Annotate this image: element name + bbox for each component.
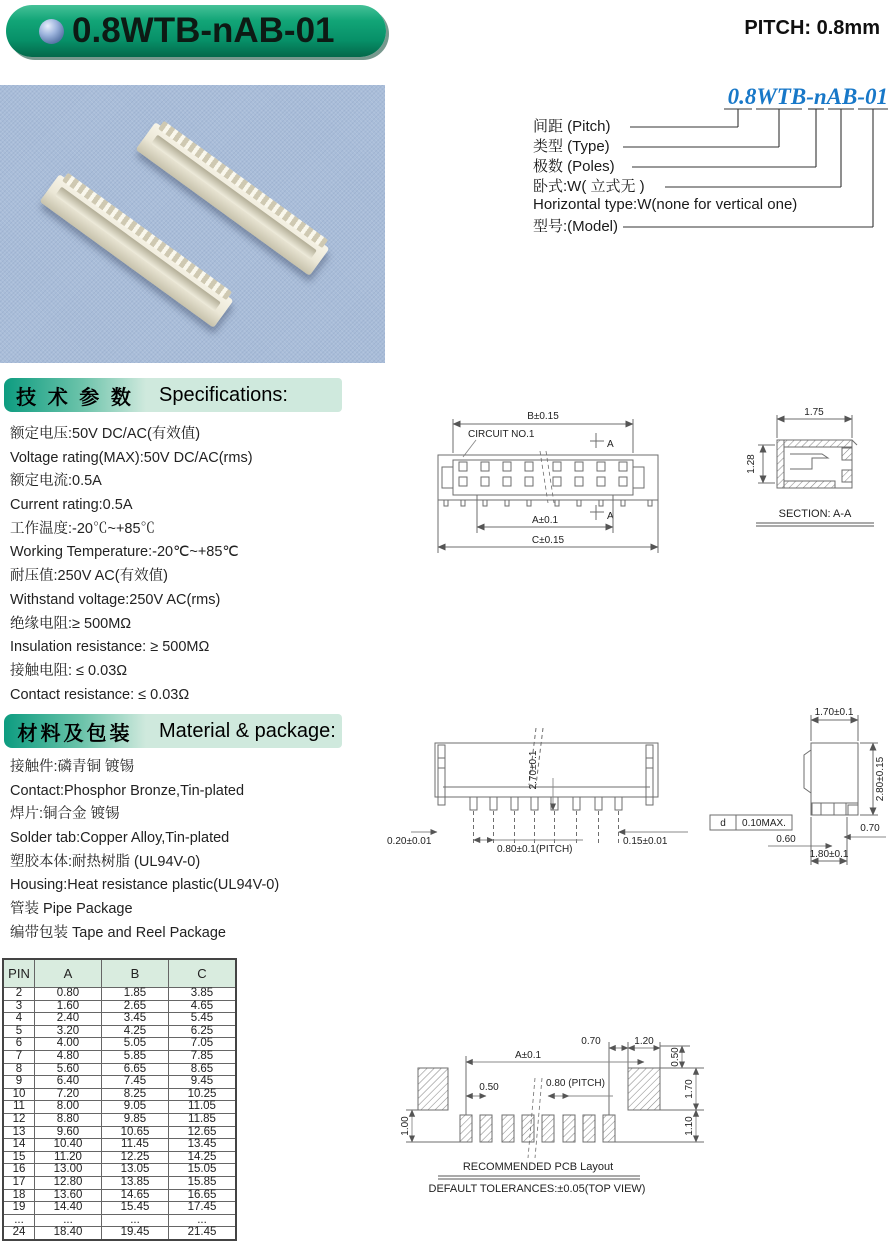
table-row — [3, 1025, 236, 1038]
material-line: 编带包装 Tape and Reel Package — [10, 924, 226, 941]
specs-line: 工作温度:-20℃~+85℃ — [10, 520, 156, 537]
specs-line: 额定电流:0.5A — [10, 473, 102, 490]
dim-label: 1.80±0.1 — [809, 849, 849, 860]
dim-label: 0.60 — [776, 834, 796, 845]
side-view-drawing — [698, 695, 890, 873]
section-mark-top — [590, 433, 604, 448]
table-cell: 4.80 — [35, 1050, 102, 1063]
material-line: 接触件:磷青铜 镀锡 — [10, 759, 135, 775]
pin-dimension-table — [2, 958, 237, 1241]
material-line: Contact:Phosphor Bronze,Tin-plated — [10, 782, 245, 799]
table-cell: 9.05 — [102, 1101, 169, 1114]
table-cell: 1.85 — [102, 988, 169, 1001]
spec-list — [10, 423, 388, 707]
table-cell: 17.45 — [169, 1202, 237, 1215]
table-cell: 3.45 — [102, 1013, 169, 1026]
material-header — [4, 714, 342, 748]
table-cell: 11.45 — [102, 1139, 169, 1152]
top-view-drawing — [418, 393, 718, 565]
table-cell: 9.60 — [35, 1126, 102, 1139]
table-cell: 10.40 — [35, 1139, 102, 1152]
table-cell: 11 — [3, 1101, 35, 1114]
cross-section-body — [777, 440, 857, 488]
dim-label: 1.28 — [746, 454, 757, 474]
table-cell: 13.00 — [35, 1164, 102, 1177]
table-cell: 5.45 — [169, 1013, 237, 1026]
dim-label: 1.75 — [804, 407, 824, 418]
table-cell: 3 — [3, 1000, 35, 1013]
table-cell: 16 — [3, 1164, 35, 1177]
table-cell: 8.80 — [35, 1113, 102, 1126]
table-cell: 5.60 — [35, 1063, 102, 1076]
table-row — [3, 1151, 236, 1164]
part-number-label: Horizontal type:W(none for vertical one) — [533, 196, 798, 213]
table-cell: 0.80 — [35, 988, 102, 1001]
dim-label: 1.20 — [634, 1036, 654, 1047]
table-header-cell: PIN — [3, 959, 35, 988]
table-cell: 4.65 — [169, 1000, 237, 1013]
pcb-caption: RECOMMENDED PCB Layout — [462, 1161, 614, 1173]
pcb-tolerance-note: DEFAULT TOLERANCES:±0.05(TOP VIEW) — [428, 1183, 646, 1195]
table-cell: 1.60 — [35, 1000, 102, 1013]
connector-slot — [151, 135, 317, 260]
table-header-cell: B — [102, 959, 169, 988]
table-cell: 5.05 — [102, 1038, 169, 1051]
part-number-label: 卧式:W( 立式无 ) — [533, 178, 645, 195]
table-cell: 21.45 — [169, 1227, 237, 1240]
pcb-pads — [418, 1068, 660, 1142]
d-key-label: d — [720, 818, 726, 829]
dim-a — [477, 495, 613, 533]
side-body — [804, 743, 858, 815]
material-line: Solder tab:Copper Alloy,Tin-plated — [10, 830, 230, 847]
table-cell: ... — [102, 1214, 169, 1227]
table-cell: 8.00 — [35, 1101, 102, 1114]
table-cell: 13.85 — [102, 1176, 169, 1189]
table-cell: 8.65 — [169, 1063, 237, 1076]
table-cell: 4 — [3, 1013, 35, 1026]
dim-label: 0.20±0.01 — [387, 836, 432, 847]
table-cell: 3.85 — [169, 988, 237, 1001]
section-title-cn: 技 术 参 数 — [4, 378, 146, 412]
table-cell: ... — [169, 1214, 237, 1227]
dim-label: 2.80±0.15 — [875, 756, 886, 802]
table-cell: 12 — [3, 1113, 35, 1126]
dim-label: 0.70 — [581, 1036, 601, 1047]
connector-teeth — [158, 121, 328, 248]
part-number-label: 型号:(Model) — [533, 218, 619, 235]
material-line: 焊片:铜合金 镀锡 — [10, 806, 120, 823]
dim-label: 1.70±0.1 — [814, 707, 854, 718]
pitch-label: PITCH: 0.8mm — [744, 17, 880, 39]
section-title-cn: 材料及包装 — [4, 714, 146, 748]
dim-label: 0.80 (PITCH) — [546, 1078, 605, 1089]
part-number-code: 0.8WTB-nAB-01 — [727, 84, 888, 109]
table-cell: 2 — [3, 988, 35, 1001]
dim-label: 0.50 — [479, 1082, 499, 1093]
dim-170 — [811, 715, 858, 741]
table-cell: 9.45 — [169, 1076, 237, 1089]
table-row — [3, 1101, 236, 1114]
specs-line: 接触电阻: ≤ 0.03Ω — [10, 662, 128, 679]
table-cell: 10 — [3, 1088, 35, 1101]
table-row — [3, 1189, 236, 1202]
table-cell: 18 — [3, 1189, 35, 1202]
specs-line: 绝缘电阻:≥ 500MΩ — [10, 615, 132, 632]
dim-label: 0.15±0.01 — [623, 836, 668, 847]
part-number-diagram — [490, 82, 890, 247]
table-cell: 11.85 — [169, 1113, 237, 1126]
table-cell: 19.45 — [102, 1227, 169, 1240]
material-line: Housing:Heat resistance plastic(UL94V-0) — [10, 877, 280, 894]
table-row — [3, 1164, 236, 1177]
table-cell: 12.25 — [102, 1151, 169, 1164]
table-cell: 15.45 — [102, 1202, 169, 1215]
material-list — [10, 756, 388, 946]
table-body — [3, 988, 236, 1240]
leg-centerlines — [474, 728, 619, 843]
table-cell: ... — [3, 1214, 35, 1227]
title-pill — [6, 5, 386, 57]
pcb-layout-drawing — [398, 998, 878, 1198]
table-cell: 15 — [3, 1151, 35, 1164]
table-cell: 5 — [3, 1025, 35, 1038]
table-row — [3, 1038, 236, 1051]
section-caption: SECTION: A-A — [778, 508, 852, 520]
section-aa-drawing — [742, 393, 890, 543]
table-row — [3, 1227, 236, 1240]
dim-label: C±0.15 — [531, 535, 565, 546]
table-row — [3, 1050, 236, 1063]
dim-label: A±0.1 — [514, 1050, 542, 1061]
table-cell: 8.25 — [102, 1088, 169, 1101]
table-cell: 7.85 — [169, 1050, 237, 1063]
table-cell: 2.40 — [35, 1013, 102, 1026]
dim-label: 1.70 — [684, 1079, 695, 1099]
table-cell: 16.65 — [169, 1189, 237, 1202]
pin-contacts — [444, 462, 652, 506]
table-cell: 15.85 — [169, 1176, 237, 1189]
table-cell: 6.25 — [169, 1025, 237, 1038]
table-cell: 14.25 — [169, 1151, 237, 1164]
dim-175 — [777, 415, 852, 438]
table-cell: 14.40 — [35, 1202, 102, 1215]
table-cell: ... — [35, 1214, 102, 1227]
table-row — [3, 1076, 236, 1089]
connector-slot — [55, 187, 221, 312]
table-cell: 13.60 — [35, 1189, 102, 1202]
table-cell: 9 — [3, 1076, 35, 1089]
table-row — [3, 1202, 236, 1215]
table-head — [3, 959, 236, 988]
dim-label: 2.70±0.1 — [528, 750, 539, 790]
table-cell: 9.85 — [102, 1113, 169, 1126]
table-cell: 14.65 — [102, 1189, 169, 1202]
specs-line: Voltage rating(MAX):50V DC/AC(rms) — [10, 449, 253, 466]
table-cell: 7.45 — [102, 1076, 169, 1089]
front-view-drawing — [383, 710, 693, 870]
table-cell: 4.00 — [35, 1038, 102, 1051]
table-row — [3, 1013, 236, 1026]
table-cell: 8 — [3, 1063, 35, 1076]
table-cell: 6.40 — [35, 1076, 102, 1089]
specs-line: Contact resistance: ≤ 0.03Ω — [10, 686, 190, 703]
table-cell: 12.80 — [35, 1176, 102, 1189]
material-line: 塑胶本体:耐热树脂 (UL94V-0) — [10, 853, 201, 870]
table-cell: 6.65 — [102, 1063, 169, 1076]
front-body — [435, 743, 658, 810]
table-cell: 19 — [3, 1202, 35, 1215]
table-cell: 11.05 — [169, 1101, 237, 1114]
part-number-label: 类型 (Type) — [533, 138, 610, 155]
table-cell: 10.65 — [102, 1126, 169, 1139]
table-cell: 3.20 — [35, 1025, 102, 1038]
table-cell: 2.65 — [102, 1000, 169, 1013]
specs-line: Current rating:0.5A — [10, 497, 133, 514]
table-cell: 24 — [3, 1227, 35, 1240]
dim-label: A±0.1 — [531, 515, 559, 526]
dim-label: 0.80±0.1(PITCH) — [497, 844, 573, 855]
dim-label: 1.10 — [684, 1116, 695, 1136]
specs-line: Insulation resistance: ≥ 500MΩ — [10, 639, 210, 656]
table-header-cell: A — [35, 959, 102, 988]
dim-label: 0.70 — [860, 823, 880, 834]
specs-line: Withstand voltage:250V AC(rms) — [10, 591, 221, 608]
table-cell: 6 — [3, 1038, 35, 1051]
table-row — [3, 1063, 236, 1076]
table-cell: 7.20 — [35, 1088, 102, 1101]
page-title: 0.8WTB-nAB-01 — [72, 11, 335, 50]
circuit-no1-label: CIRCUIT NO.1 — [468, 429, 535, 440]
part-number-label: 间距 (Pitch) — [533, 118, 611, 135]
table-cell: 13.45 — [169, 1139, 237, 1152]
table-cell: 10.25 — [169, 1088, 237, 1101]
table-cell: 13 — [3, 1126, 35, 1139]
specifications-header — [4, 378, 342, 412]
table-cell: 7 — [3, 1050, 35, 1063]
specs-line: 耐压值:250V AC(有效值) — [10, 568, 168, 585]
table-header-row — [3, 959, 236, 988]
table-cell: 17 — [3, 1176, 35, 1189]
table-cell: 18.40 — [35, 1227, 102, 1240]
table-row — [3, 1214, 236, 1227]
part-number-label: 极数 (Poles) — [533, 158, 615, 175]
table-row — [3, 1113, 236, 1126]
table-row — [3, 988, 236, 1001]
section-letter: A — [607, 439, 614, 450]
table-cell: 11.20 — [35, 1151, 102, 1164]
table-row — [3, 1126, 236, 1139]
table-row — [3, 1000, 236, 1013]
table-cell: 5.85 — [102, 1050, 169, 1063]
section-title-en: Material & package: — [146, 714, 342, 748]
product-photo — [0, 85, 385, 363]
specs-line: 额定电压:50V DC/AC(有效值) — [10, 426, 201, 442]
table-cell: 7.05 — [169, 1038, 237, 1051]
d-value-label: 0.10MAX. — [742, 818, 786, 829]
section-title-en: Specifications: — [146, 378, 342, 412]
specs-line: Working Temperature:-20℃~+85℃ — [10, 544, 239, 561]
dim-label: 1.00 — [400, 1116, 411, 1136]
table-row — [3, 1088, 236, 1101]
dim-label: B±0.15 — [527, 411, 559, 422]
section-mark-bottom — [590, 505, 604, 520]
table-cell: 14 — [3, 1139, 35, 1152]
dim-label: 0.50 — [670, 1047, 681, 1067]
table-cell: 15.05 — [169, 1164, 237, 1177]
sphere-icon — [39, 19, 64, 44]
table-cell: 13.05 — [102, 1164, 169, 1177]
table-row — [3, 1139, 236, 1152]
section-letter: A — [607, 511, 614, 522]
table-row — [3, 1176, 236, 1189]
table-cell: 12.65 — [169, 1126, 237, 1139]
dim-128 — [758, 445, 775, 483]
table-cell: 4.25 — [102, 1025, 169, 1038]
table-header-cell: C — [169, 959, 237, 988]
material-line: 管装 Pipe Package — [10, 901, 133, 918]
